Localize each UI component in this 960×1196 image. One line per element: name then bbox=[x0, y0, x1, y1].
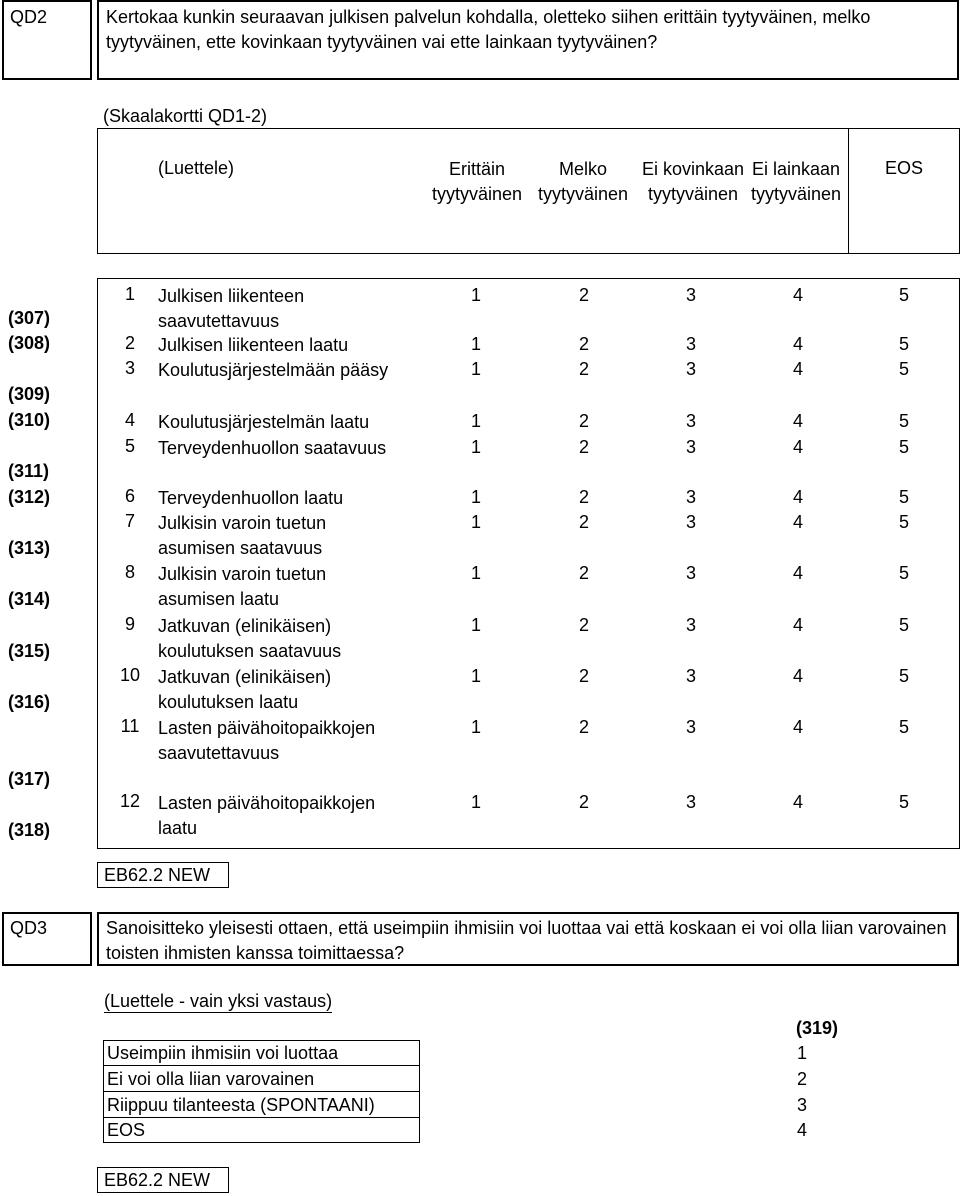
item-code: (311) bbox=[8, 461, 50, 481]
qd2-source: EB62.2 NEW bbox=[104, 865, 211, 885]
item-label: Julkisin varoin tuetun asumisen laatu bbox=[158, 564, 327, 609]
qd3-question-text: Sanoisitteko yleisesti ottaen, että useimpiin ihmisiin voi luottaa vai että koskaan ei voi olla liian varovainen toisten ihmisten kanssa toimittaessa? bbox=[106, 918, 947, 963]
item-number: 2 bbox=[124, 333, 135, 353]
qd3-source: EB62.2 NEW bbox=[104, 1170, 211, 1190]
scale-value: 4 bbox=[792, 285, 803, 305]
item-label: Koulutusjärjestelmän laatu bbox=[158, 412, 370, 432]
item-code: (313) bbox=[8, 538, 51, 558]
scale-value: 2 bbox=[578, 563, 589, 583]
qd3-option-value: 1 bbox=[797, 1043, 808, 1063]
scale-value: 4 bbox=[792, 411, 803, 431]
scale-value: 4 bbox=[792, 487, 803, 507]
item-label: Lasten päivähoitopaikkojen saavutettavuus bbox=[158, 718, 376, 763]
header-col-not-at-all-satisfied: Ei lainkaan tyytyväinen bbox=[750, 159, 842, 204]
scale-value: 3 bbox=[685, 437, 696, 457]
qd3-option-label: Useimpiin ihmisiin voi luottaa bbox=[107, 1043, 339, 1063]
scale-value: 2 bbox=[578, 285, 589, 305]
header-col-not-very-satisfied: Ei kovinkaan tyytyväinen bbox=[641, 159, 745, 204]
item-number: 12 bbox=[119, 791, 141, 811]
item-label: Jatkuvan (elinikäisen) koulutuksen saatavuus bbox=[158, 616, 342, 661]
scale-value: 4 bbox=[792, 334, 803, 354]
qd3-option-value: 2 bbox=[797, 1069, 808, 1089]
scale-value: 1 bbox=[470, 666, 481, 686]
item-label: Julkisen liikenteen laatu bbox=[158, 335, 349, 355]
item-number: 7 bbox=[124, 511, 135, 531]
scale-value: 2 bbox=[578, 717, 589, 737]
scale-value: 5 bbox=[898, 285, 909, 305]
item-number: 1 bbox=[124, 284, 135, 304]
header-list: (Luettele) bbox=[158, 158, 235, 178]
scale-value: 4 bbox=[792, 792, 803, 812]
scale-value: 3 bbox=[685, 512, 696, 532]
item-label: Koulutusjärjestelmään pääsy bbox=[158, 360, 389, 380]
scale-value: 1 bbox=[470, 334, 481, 354]
scale-value: 1 bbox=[470, 717, 481, 737]
item-number: 3 bbox=[124, 358, 135, 378]
scale-value: 1 bbox=[470, 512, 481, 532]
item-code: (312) bbox=[8, 487, 51, 507]
scale-value: 2 bbox=[578, 487, 589, 507]
scale-value: 5 bbox=[898, 792, 909, 812]
scale-value: 1 bbox=[470, 792, 481, 812]
scale-value: 3 bbox=[685, 411, 696, 431]
scale-value: 2 bbox=[578, 792, 589, 812]
header-col-very-satisfied: Erittäin tyytyväinen bbox=[431, 159, 523, 204]
scale-value: 5 bbox=[898, 563, 909, 583]
scale-value: 2 bbox=[578, 334, 589, 354]
scale-value: 1 bbox=[470, 563, 481, 583]
scale-value: 3 bbox=[685, 666, 696, 686]
qd2-question-text: Kertokaa kunkin seuraavan julkisen palvelun kohdalla, oletteko siihen erittäin tyytyväinen, melko tyytyväinen, ette kovinkaan tyytyväinen vai ette lainkaan tyytyväinen? bbox=[106, 7, 871, 52]
scale-value: 4 bbox=[792, 615, 803, 635]
scale-value: 1 bbox=[470, 285, 481, 305]
scale-value: 5 bbox=[898, 512, 909, 532]
scale-value: 2 bbox=[578, 437, 589, 457]
qd3-option-label: EOS bbox=[107, 1120, 146, 1140]
scale-value: 5 bbox=[898, 411, 909, 431]
qd2-code: QD2 bbox=[10, 7, 48, 27]
item-number: 9 bbox=[124, 614, 135, 634]
item-code: (318) bbox=[8, 820, 51, 840]
qd3-code: QD3 bbox=[10, 918, 48, 938]
scale-value: 1 bbox=[470, 615, 481, 635]
scale-value: 4 bbox=[792, 512, 803, 532]
scale-value: 2 bbox=[578, 615, 589, 635]
scale-value: 1 bbox=[470, 487, 481, 507]
item-code: (307) bbox=[8, 308, 51, 328]
item-number: 5 bbox=[124, 436, 135, 456]
scale-value: 3 bbox=[685, 615, 696, 635]
scale-value: 4 bbox=[792, 437, 803, 457]
qd3-instruction: (Luettele - vain yksi vastaus) bbox=[104, 991, 333, 1011]
scale-value: 3 bbox=[685, 359, 696, 379]
qd3-option-value: 4 bbox=[797, 1120, 808, 1140]
scale-value: 2 bbox=[578, 666, 589, 686]
scale-value: 3 bbox=[685, 717, 696, 737]
qd2-instruction: (Skaalakortti QD1-2) bbox=[103, 106, 268, 126]
scale-value: 3 bbox=[685, 563, 696, 583]
item-code: (315) bbox=[8, 641, 51, 661]
scale-value: 5 bbox=[898, 487, 909, 507]
scale-value: 2 bbox=[578, 359, 589, 379]
scale-value: 4 bbox=[792, 359, 803, 379]
scale-value: 3 bbox=[685, 334, 696, 354]
item-label: Terveydenhuollon laatu bbox=[158, 488, 344, 508]
scale-value: 3 bbox=[685, 285, 696, 305]
item-label: Julkisin varoin tuetun asumisen saatavuus bbox=[158, 513, 327, 558]
item-label: Julkisen liikenteen saavutettavuus bbox=[158, 286, 305, 331]
header-col-dont-know: EOS bbox=[884, 158, 923, 178]
item-label: Lasten päivähoitopaikkojen laatu bbox=[158, 793, 376, 838]
qd3-column-code: (319) bbox=[796, 1018, 839, 1038]
item-number: 4 bbox=[124, 410, 135, 430]
scale-value: 5 bbox=[898, 437, 909, 457]
scale-value: 5 bbox=[898, 615, 909, 635]
scale-value: 4 bbox=[792, 563, 803, 583]
item-code: (317) bbox=[8, 769, 51, 789]
item-label: Terveydenhuollon saatavuus bbox=[158, 438, 387, 458]
qd3-option-value: 3 bbox=[797, 1095, 808, 1115]
scale-value: 5 bbox=[898, 717, 909, 737]
item-number: 8 bbox=[124, 562, 135, 582]
item-code: (308) bbox=[8, 333, 51, 353]
qd3-option-label: Ei voi olla liian varovainen bbox=[107, 1069, 315, 1089]
scale-value: 3 bbox=[685, 487, 696, 507]
scale-value: 1 bbox=[470, 359, 481, 379]
item-code: (314) bbox=[8, 589, 51, 609]
item-number: 11 bbox=[120, 716, 140, 736]
item-number: 10 bbox=[119, 665, 141, 685]
header-col-fairly-satisfied: Melko tyytyväinen bbox=[537, 159, 629, 204]
item-label: Jatkuvan (elinikäisen) koulutuksen laatu bbox=[158, 667, 332, 712]
item-code: (310) bbox=[8, 410, 51, 430]
qd3-option-label: Riippuu tilanteesta (SPONTAANI) bbox=[107, 1095, 375, 1115]
item-code: (316) bbox=[8, 692, 51, 712]
scale-value: 4 bbox=[792, 666, 803, 686]
scale-value: 5 bbox=[898, 666, 909, 686]
scale-value: 2 bbox=[578, 411, 589, 431]
scale-value: 5 bbox=[898, 359, 909, 379]
scale-value: 1 bbox=[470, 437, 481, 457]
item-number: 6 bbox=[124, 486, 135, 506]
scale-value: 5 bbox=[898, 334, 909, 354]
scale-value: 1 bbox=[470, 411, 481, 431]
scale-value: 3 bbox=[685, 792, 696, 812]
item-code: (309) bbox=[8, 384, 51, 404]
scale-value: 2 bbox=[578, 512, 589, 532]
scale-value: 4 bbox=[792, 717, 803, 737]
